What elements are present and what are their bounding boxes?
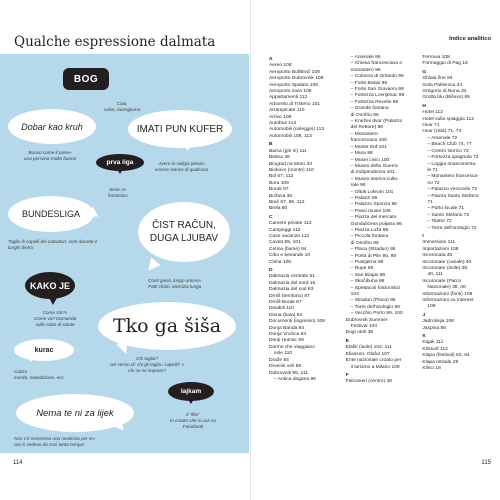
caption-line: lunghi dietro <box>8 245 34 250</box>
index-letter-heading: F <box>345 372 349 378</box>
phrase-bubble-cist-racun <box>138 202 230 262</box>
index-entry: – Monastero <box>350 131 378 137</box>
index-entry: Ghiaia fine 84 <box>422 76 453 82</box>
index-entry: Dubrovnik Summer <box>345 317 388 323</box>
index-entry: Draže 84 <box>269 357 289 363</box>
index-entry: Klinsurf 112 <box>422 346 448 352</box>
index-entry: – Chiesa francescana e <box>350 61 403 67</box>
index-entry: Immersioni 111 <box>422 240 456 246</box>
analytic-index <box>269 55 494 455</box>
index-entry: Brač 67, 68, 112 <box>269 199 305 205</box>
index-entry: 109 <box>427 304 436 310</box>
index-entry: Drniš (territorio) 87 <box>269 293 310 299</box>
index-entry: Jadrolinija 108 <box>422 319 454 325</box>
index-entry: – Fortezza Lovrijenac 98 <box>350 93 405 99</box>
phrase-bubble-prva-liga <box>96 154 144 171</box>
index-entry: – Centro storico 72 <box>427 148 469 154</box>
index-entry: 104 <box>350 292 359 298</box>
phrase-caption-imati-pun-kufer <box>155 161 208 173</box>
index-entry: – Musei civici 100 <box>350 157 390 163</box>
index-entry: – Santo Stefano 72 <box>427 212 470 218</box>
index-entry: 40, 111 <box>427 272 443 278</box>
index-entry: Cetina (fiume) 64 <box>269 246 307 252</box>
caption-line: Chi taglia? <box>136 356 158 361</box>
index-entry: – Porta di Pile 95, 98 <box>350 253 397 259</box>
index-entry: Arrampicate 110 <box>269 108 305 114</box>
index-entry: Disabili 110 <box>269 306 294 312</box>
index-entry: – Museo storico-cultu- <box>350 176 399 182</box>
caption-line: salve, buongiorno <box>104 107 141 112</box>
index-entry: Biokovo (monte) 110 <box>269 167 314 173</box>
index-entry: – Loggia rinascimenta- <box>427 161 477 167</box>
index-entry: – Palazzo Sponza 96 <box>350 202 397 208</box>
index-entry: Donja Banda 84 <box>269 325 305 331</box>
index-letter-heading: J <box>422 312 426 318</box>
phrase-caption-tko-ga-sisa <box>110 356 184 374</box>
page-title: Qualche espressione dalmata <box>14 34 216 50</box>
page-gutter <box>250 0 251 500</box>
index-entry: – Forte Bokar 98 <box>350 80 388 86</box>
index-entry: Incoronate (isole) 38, <box>422 266 469 271</box>
index-entry: il turismo a Milano 109 <box>350 364 400 370</box>
phrase-text: Nema te ni za lijek <box>36 407 114 419</box>
index-entry: – Torre dell'orologio 72 <box>427 225 477 231</box>
phrase-bubble-tko-ga-sisa <box>98 302 236 350</box>
phrase-text: IMATI PUN KUFER <box>136 123 224 135</box>
caption-line: una persona molto buona <box>24 156 77 161</box>
index-entry: Barca (giri in) 111 <box>269 148 307 154</box>
phrase-caption-kako-je <box>34 310 76 328</box>
index-entry: Kajak 111 <box>422 340 444 346</box>
index-entry: sole 110 <box>274 351 293 357</box>
index-entry: Importazioni 108 <box>422 246 459 252</box>
index-entry: Aereo 108 <box>269 63 292 69</box>
index-entry: Informazioni (fonti) 109 <box>422 291 473 297</box>
index-letter-heading: G <box>422 69 427 75</box>
index-entry: Autobus 113 <box>269 121 297 127</box>
caption-line: Il "like" <box>186 412 200 417</box>
index-entry: – Knežev dvor (Palazzo <box>350 119 403 125</box>
index-letter-heading: K <box>422 334 426 340</box>
index-entry: Incoronate (canale) 40 <box>422 259 472 265</box>
index-entry: – Museo della Guerra <box>350 163 398 169</box>
index-entry: Cibo e bevande 10 <box>269 253 311 259</box>
index-entry: – Passi musei 100 <box>350 208 391 214</box>
index-entry: Elafiti (isole) 104, 111 <box>345 345 392 351</box>
index-entry: Case vacanza 112 <box>269 233 310 239</box>
index-entry: di Onofrio 96 <box>350 240 379 246</box>
index-entry: – Arsenale 72 <box>427 135 458 141</box>
index-entry: – Forte San Giovanni 99 <box>350 87 404 93</box>
caption-line: Taglio di capelli dei calciatori: corti davanti e <box>8 239 98 244</box>
index-entry: Clima 109 <box>269 259 292 265</box>
index-entry: Aeroporto Dubrovnik 108 <box>269 76 324 82</box>
index-entry: Automobili 108, 113 <box>269 133 312 139</box>
index-entry: Jaspina 86 <box>422 325 446 331</box>
index-entry: – Fortezza Revelin 99 <box>350 99 399 105</box>
index-entry: Aeroporto Bol/Brač 108 <box>269 69 320 75</box>
index-entry: Eliasson, Olafur 107 <box>345 351 390 357</box>
index-entry: Automobili (noleggio) 113 <box>269 127 325 133</box>
index-entry: Nazionale) 38, 40 <box>427 285 466 291</box>
phrase-text: Tko ga šiša <box>112 315 222 337</box>
index-entry: Biograd na Moru 33 <box>269 161 312 167</box>
index-entry: di Indipendenza 101 <box>350 170 395 176</box>
index-entry: Arboreto di Trsteno 101 <box>269 101 321 107</box>
caption-line: chi se ne importa? <box>128 368 166 373</box>
index-entry: – Antica dogana 96 <box>274 376 316 382</box>
phrase-bubble-bog <box>63 68 109 90</box>
index-entry: Hvar 71 <box>422 123 440 129</box>
index-entry: – Piccola fontana <box>350 234 389 240</box>
index-entry: – Vecchio Porto 99, 100 <box>350 311 403 317</box>
index-column-2 <box>346 55 418 455</box>
index-entry: Dubrovnik 95, 111 <box>269 370 308 376</box>
index-entry: Božava 36 <box>269 193 293 199</box>
index-entry: Grotta blu (Biševo) 65 <box>422 95 470 101</box>
index-entry: Aeroporto Zara 108 <box>269 89 312 95</box>
index-entry: – Monte Srđ 101 <box>350 144 387 150</box>
index-entry: – Mura 98 <box>350 151 373 157</box>
index-letter-heading: I <box>422 233 424 239</box>
index-entry: – Oltok Lokrum 101 <box>350 189 394 195</box>
index-entry: – Grande fontana <box>350 106 389 112</box>
phrase-text: KAKO JE <box>29 280 70 291</box>
index-entry: – Torre dell'orologio 96 <box>350 304 400 310</box>
phrase-text: lajkam <box>180 388 202 395</box>
phrase-bubble-lajkam <box>168 382 214 401</box>
phrase-text-line: ČIST RAČUN, <box>152 220 216 231</box>
index-entry: Hotel 112 <box>422 110 443 116</box>
index-entry: – Fortezza spagnola 72 <box>427 155 479 161</box>
index-entry: – Palazzo vescovile 72 <box>427 187 478 193</box>
index-entry: Formaggio di Pag 18 <box>422 61 468 67</box>
index-entry: Bol 67, 112 <box>269 174 294 180</box>
index-entry: 71 <box>427 199 433 205</box>
caption-line: fantastico <box>108 193 128 198</box>
index-entry: rale 96 <box>350 183 366 189</box>
caption-line: In croato che si usa su <box>170 418 216 423</box>
phrase-text-line: DUGA LJUBAV <box>149 233 219 244</box>
index-entry: – Porto locale 71 <box>427 206 465 212</box>
index-entry: Hvar (città) 71, 74 <box>422 129 462 135</box>
caption-line: merda, maledizione, ecc. <box>14 375 66 380</box>
caption-line: Buono come il pane» <box>28 150 72 155</box>
index-entry: Donja Vrućica 84 <box>269 332 307 338</box>
index-entry: Bora 109 <box>269 180 289 186</box>
caption-line: Ciao, <box>116 101 128 106</box>
index-column-3 <box>422 55 494 455</box>
index-entry: Brela 80 <box>269 206 288 212</box>
index-entry: Incoronata 40 <box>422 253 453 259</box>
caption-line: Facebook <box>182 424 204 429</box>
caption-line: Cazzo <box>14 369 28 374</box>
phrases-panel <box>0 54 249 453</box>
index-letter-heading: H <box>422 103 426 109</box>
index-entry: – Piazza Luža 96 <box>350 227 389 233</box>
index-entry: Festival 104 <box>350 324 378 330</box>
index-entry: Dugi otok 36 <box>345 330 374 336</box>
index-entry: Divna (baia) 84 <box>269 312 303 318</box>
index-entry: – Palazzi 96 <box>350 195 378 201</box>
phrase-caption-bundesliga <box>8 239 97 251</box>
index-entry: Drniš-Borak 87 <box>269 300 302 306</box>
index-entry: Betina 38 <box>269 155 290 161</box>
index-letter-heading: E <box>345 338 349 344</box>
index-entry: del Rettore) 96 <box>350 125 384 131</box>
index-entry: Ente nazionale croato per <box>345 358 402 364</box>
caption-line: non ti vedevo da così tanto tempo! <box>14 442 85 447</box>
running-header: Indice analitico <box>449 36 491 42</box>
index-entry: Falconieri (centro) 48 <box>345 379 392 385</box>
index-entry: Documenti (ingresso) 108 <box>269 319 325 325</box>
index-entry: Donne che viaggiano <box>269 344 315 350</box>
index-entry: Klapa (festival) 63, 64 <box>422 353 470 359</box>
phrase-bubble-nema-te <box>16 394 134 432</box>
index-entry: Ferrovia 108 <box>422 55 450 60</box>
index-entry: – Beach Club 74, 77 <box>427 142 472 148</box>
phrase-bubble-imati-pun-kufer <box>128 110 232 148</box>
caption-line: Come va? Domanda <box>34 316 77 321</box>
index-entry: Gundulićeva poljana 96 <box>350 221 402 227</box>
caption-line: sullo stato di salute <box>35 322 75 327</box>
index-entry: Incoronate (Parco <box>422 278 462 284</box>
index-column-1 <box>269 55 341 455</box>
index-entry: Gregorio di Nona 34 <box>422 89 467 95</box>
index-entry: – San Biagio 96 <box>350 272 386 278</box>
index-entry: Cavtat 95, 101 <box>269 240 301 246</box>
phrase-caption-prva-liga <box>108 187 128 199</box>
index-entry: Camere private 112 <box>269 221 312 227</box>
index-entry: Gola Paklenica 24 <box>422 82 463 88</box>
index-entry: le 71 <box>427 167 438 173</box>
caption-line: nel senso di: chi gli taglia i capelli? » <box>110 362 185 367</box>
phrase-bubble-kurac <box>14 339 74 361</box>
phrase-text: BOG <box>73 73 99 85</box>
index-entry: Borak 87 <box>269 187 289 193</box>
index-entry: – Piazza Santo Stefano <box>427 193 479 199</box>
index-entry: Drvenik veli 56 <box>269 364 302 370</box>
index-entry: – Skočibuha 96 <box>350 279 385 285</box>
caption-line: Non c'è nemmeno una medicina per te» <box>14 436 96 441</box>
phrase-caption-lajkam <box>170 412 216 430</box>
phrase-bubble-kako-je <box>25 272 75 299</box>
index-entry: di Onofrio 96 <box>350 112 379 118</box>
page-number-right: 115 <box>481 460 491 466</box>
index-entry: monastero 96 <box>350 67 381 73</box>
index-entry: Aeroporto Spalato 108 <box>269 82 318 88</box>
index-entry: – Rupe 99 <box>350 266 374 272</box>
index-letter-heading: A <box>269 57 273 62</box>
phrase-caption-nema-te <box>14 436 95 448</box>
index-entry: – Colonna di Orlando 96 <box>350 74 404 80</box>
index-entry: francescano 100 <box>350 138 387 144</box>
index-entry: Appartamenti 112 <box>269 95 308 101</box>
phrase-bubble-bundesliga <box>8 196 94 232</box>
index-entry: Campeggi 112 <box>269 227 301 233</box>
caption-line: Come sta?» <box>42 310 68 315</box>
index-entry: Donji Humac 69 <box>269 338 304 344</box>
phrase-caption-kurac <box>14 369 65 381</box>
index-entry: no 72 <box>427 180 440 186</box>
phrase-text: prva liga <box>106 159 134 166</box>
index-entry: – Placa (Stradun) 95 <box>350 247 396 253</box>
index-entry: Dalmazia centrale 51 <box>269 274 315 280</box>
index-letter-heading: D <box>269 268 273 273</box>
caption-line: essere stanco di qualcosa <box>155 167 209 172</box>
phrase-bubble-dobar-kao-kruh <box>8 109 96 144</box>
index-entry: Arrivo 108 <box>269 114 292 120</box>
index-entry: – Piazza del mercato <box>350 215 397 221</box>
phrase-text: Dobar kao kruh <box>21 121 83 132</box>
index-entry: – Teatro 72 <box>427 219 452 225</box>
index-entry: – Pustijerna 96 <box>350 260 384 265</box>
phrase-caption-cist-racun <box>148 278 201 290</box>
phrase-caption-dobar-kao-kruh <box>24 150 76 162</box>
index-entry: – Stradun (Placa) 95 <box>350 298 396 304</box>
index-entry: Dalmazia del nord 15 <box>269 280 316 286</box>
index-entry: Informazioni su Internet <box>422 298 474 304</box>
index-entry: Dalmazia del sud 83 <box>269 287 314 293</box>
index-entry: – Monastero francesca- <box>427 174 479 180</box>
caption-line: Conti giusti, lungo amore» <box>148 278 202 283</box>
page-number-left: 114 <box>13 460 23 466</box>
index-entry: – Arsenale 96 <box>350 55 381 60</box>
phrase-text: kurac <box>34 346 54 354</box>
index-entry: – Spettacoli folcloristici <box>350 285 401 291</box>
index-entry: Hotel sulla spiaggia 112 <box>422 116 474 122</box>
phrase-caption-bog <box>104 101 140 113</box>
index-entry: Klapa Intrade 29 <box>422 359 459 365</box>
index-letter-heading: C <box>269 214 273 220</box>
caption-line: Serie A» <box>109 187 127 192</box>
phrase-text: BUNDESLIGA <box>21 209 81 219</box>
caption-line: Avere la valigia piena» <box>158 161 205 166</box>
index-letter-heading: B <box>269 142 273 148</box>
right-page <box>252 0 500 500</box>
index-entry: Klinci 18 <box>422 366 441 372</box>
caption-line: Patti chiari, amicizia lunga <box>148 284 202 289</box>
